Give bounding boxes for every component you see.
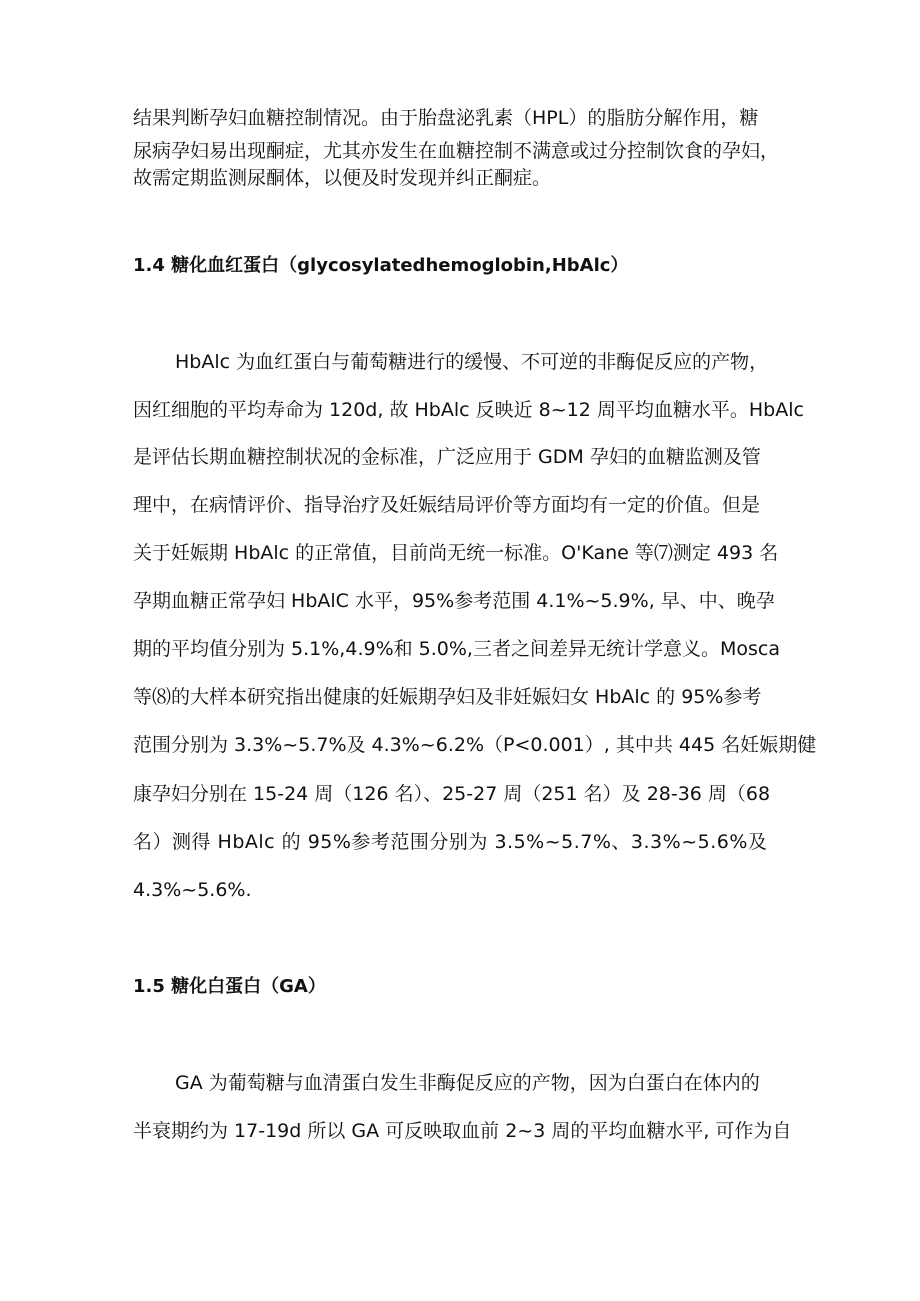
section-1-4-line-8: 等⑻的大样本研究指出健康的妊娠期孕妇及非妊娠妇女 HbAlc 的 95%参考 <box>133 686 762 708</box>
section-1-4-line-12: 4.3%~5.6%. <box>133 879 252 901</box>
section-1-5-heading: 1.5 糖化白蛋白（GA） <box>133 976 326 997</box>
section-1-4-line-1: HbAlc 为血红蛋白与葡萄糖进行的缓慢、不可逆的非酶促反应的产物， <box>175 351 769 373</box>
section-1-5-line-2: 半衰期约为 17-19d 所以 GA 可反映取血前 2~3 周的平均血糖水平, 可作为自 <box>133 1120 792 1142</box>
section-1-4-heading: 1.4 糖化血红蛋白（glycosylatedhemoglobin,HbAlc） <box>133 255 629 276</box>
section-1-4-line-11: 名）测得 HbAlc 的 95%参考范围分别为 3.5%~5.7%、3.3%~5.6%及 <box>133 831 768 853</box>
section-1-4-line-6: 孕期血糖正常孕妇 HbAlC 水平，95%参考范围 4.1%~5.9%, 早、中、晚孕 <box>133 590 775 612</box>
section-1-4-line-3: 是评估长期血糖控制状况的金标准，广泛应用于 GDM 孕妇的血糖监测及管 <box>133 446 761 468</box>
section-1-4-line-5: 关于妊娠期 HbAlc 的正常值，目前尚无统一标准。O'Kane 等⑺测定 493 名 <box>133 542 779 564</box>
section-1-4-line-9: 范围分别为 3.3%~5.7%及 4.3%~6.2%（P<0.001）, 其中共 445 名妊娠期健 <box>133 734 817 756</box>
section-1-4-line-2: 因红细胞的平均寿命为 120d, 故 HbAlc 反映近 8~12 周平均血糖水平。HbAlc <box>133 399 804 421</box>
section-1-5-line-1: GA 为葡萄糖与血清蛋白发生非酶促反应的产物，因为白蛋白在体内的 <box>175 1072 760 1094</box>
section-1-4-line-4: 理中，在病情评价、指导治疗及妊娠结局评价等方面均有一定的价值。但是 <box>133 494 761 516</box>
intro-line-2: 尿病孕妇易出现酮症，尤其亦发生在血糖控制不满意或过分控制饮食的孕妇， <box>133 140 780 162</box>
intro-line-3: 故需定期监测尿酮体，以便及时发现并纠正酮症。 <box>133 167 552 189</box>
section-1-4-line-7: 期的平均值分别为 5.1%,4.9%和 5.0%,三者之间差异无统计学意义。Mosca <box>133 638 780 660</box>
section-1-4-line-10: 康孕妇分别在 15-24 周（126 名）、25-27 周（251 名）及 28-36 周（68 <box>133 783 771 805</box>
intro-line-1: 结果判断孕妇血糖控制情况。由于胎盘泌乳素（HPL）的脂肪分解作用，糖 <box>133 107 759 129</box>
